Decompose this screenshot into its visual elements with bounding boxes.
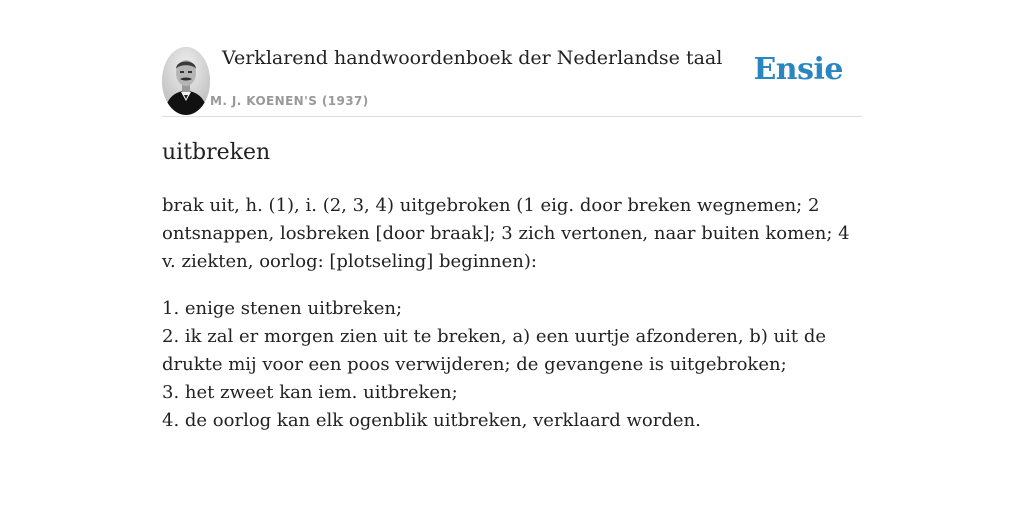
book-title: Verklarend handwoordenboek der Nederlandse taal <box>222 47 723 69</box>
example-item: 3. het zweet kan iem. uitbreken; <box>162 382 458 403</box>
portrait-photo-icon <box>162 47 210 115</box>
example-item: 2. ik zal er morgen zien uit te breken, a) een uurtje afzonderen, b) uit de drukte mij voor een poos verwijderen; de gevangene is uitgebroken; <box>162 326 827 375</box>
example-item: 1. enige stenen uitbreken; <box>162 298 403 319</box>
ensie-logo-link[interactable]: Ensie <box>753 52 843 87</box>
book-author: M. J. KOENEN'S (1937) <box>210 94 369 108</box>
dictionary-header <box>162 44 862 117</box>
entry-definition: brak uit, h. (1), i. (2, 3, 4) uitgebroken (1 eig. door breken wegnemen; 2 ontsnappen, losbreken [door braak]; 3 zich vertonen, naar buiten komen; 4 v. ziekten, oorlog: [plotseling] beginnen): <box>162 195 850 272</box>
example-item: 4. de oorlog kan elk ogenblik uitbreken, verklaard worden. <box>162 410 701 431</box>
entry-headword: uitbreken <box>162 140 271 165</box>
entry-examples-list <box>162 295 867 435</box>
